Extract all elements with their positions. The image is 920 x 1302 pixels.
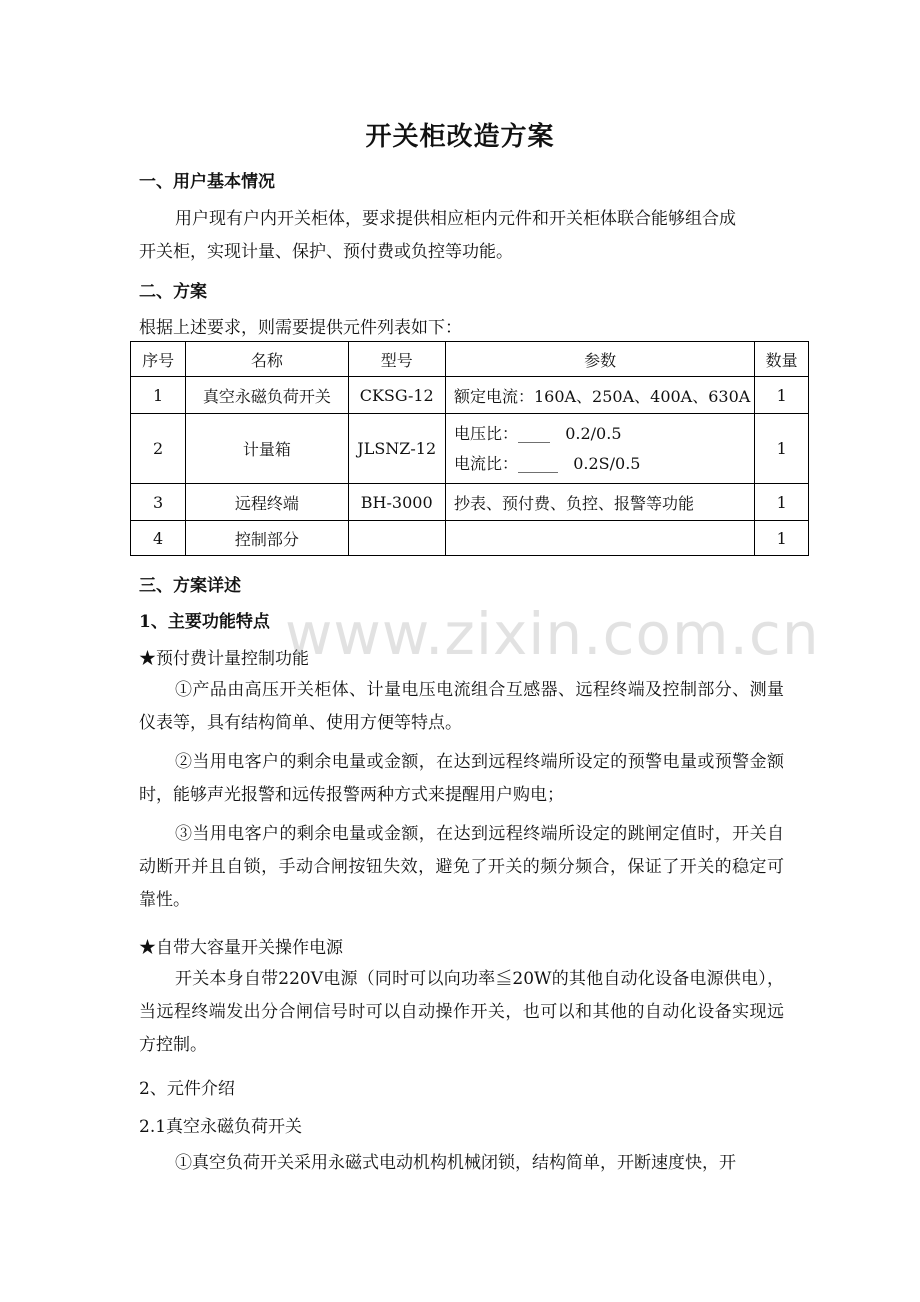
- feature1-paragraph-3: ③当用电客户的剩余电量或金额，在达到远程终端所设定的跳闸定值时，开关自动断开并且自锁，手动合闸按钮失效，避免了开关的频分频合，保证了开关的稳定可靠性。: [139, 824, 784, 910]
- parts-table: [130, 341, 809, 556]
- subsection-vacuum-switch: 2.1真空永磁负荷开关: [139, 1117, 303, 1137]
- row-model: CKSG-12: [348, 377, 445, 414]
- feature2-paragraph: 开关本身自带220V电源（同时可以向功率≦20W的其他自动化设备电源供电），当远程终端发出分合闸信号时可以自动操作开关，也可以和其他的自动化设备实现远方控制。: [139, 969, 784, 1055]
- section2-intro: 根据上述要求，则需要提供元件列表如下：: [139, 318, 462, 338]
- table-header-row: [131, 342, 809, 377]
- table-row: [131, 377, 809, 414]
- row-param: [445, 414, 754, 484]
- table-header-cell: 型号: [348, 342, 445, 377]
- section1-para-line1: 用户现有户内开关柜体，要求提供相应柜内元件和开关柜体联合能够组合成: [175, 209, 736, 229]
- row-param: 抄表、预付费、负控、报警等功能: [445, 484, 754, 521]
- feature-power-heading: ★自带大容量开关操作电源: [139, 938, 343, 958]
- row-name: 控制部分: [186, 521, 348, 556]
- watermark: www.zixin.com.cn: [285, 600, 820, 668]
- row-quantity: 1: [755, 414, 809, 484]
- row-quantity: 1: [755, 521, 809, 556]
- subsection-components: 2、元件介绍: [139, 1079, 235, 1099]
- subsection-main-features: 1、主要功能特点: [139, 612, 270, 632]
- section2-heading: 二、方案: [139, 282, 207, 302]
- row-name: 计量箱: [186, 414, 348, 484]
- document-title: 开关柜改造方案: [365, 122, 555, 152]
- row-param: 额定电流：160A、250A、400A、630A: [445, 377, 754, 414]
- table-header-cell: 数量: [755, 342, 809, 377]
- row-model: BH-3000: [348, 484, 445, 521]
- section1-para-line2: 开关柜，实现计量、保护、预付费或负控等功能。: [139, 242, 513, 262]
- feature1-paragraph-2: ②当用电客户的剩余电量或金额，在达到远程终端所设定的预警电量或预警金额时，能够声光报警和远传报警两种方式来提醒用户购电；: [139, 752, 784, 805]
- row-param-line1: 电压比：____ 0.2/0.5: [453, 423, 622, 443]
- feature1-paragraph-1: ①产品由高压开关柜体、计量电压电流组合互感器、远程终端及控制部分、测量仪表等，具有结构简单、使用方便等特点。: [139, 680, 784, 733]
- section1-heading: 一、用户基本情况: [139, 172, 275, 192]
- row-name: 真空永磁负荷开关: [186, 377, 348, 414]
- table-header-cell: 序号: [131, 342, 186, 377]
- row-number: 1: [131, 377, 186, 414]
- table-row: [131, 484, 809, 521]
- row-quantity: 1: [755, 377, 809, 414]
- row-number: 3: [131, 484, 186, 521]
- row-number: 4: [131, 521, 186, 556]
- row-param: [445, 521, 754, 556]
- row-model: JLSNZ-12: [348, 414, 445, 484]
- row-quantity: 1: [755, 484, 809, 521]
- row-model: [348, 521, 445, 556]
- table-row: [131, 521, 809, 556]
- row-number: 2: [131, 414, 186, 484]
- row-param-line2: 电流比：_____ 0.2S/0.5: [453, 453, 641, 473]
- table-header-cell: 参数: [445, 342, 754, 377]
- section3-heading: 三、方案详述: [139, 576, 241, 596]
- table-header-cell: 名称: [186, 342, 348, 377]
- vacuum-switch-paragraph: ①真空负荷开关采用永磁式电动机构机械闭锁，结构简单，开断速度快，开: [175, 1153, 736, 1173]
- row-name: 远程终端: [186, 484, 348, 521]
- feature-prepaid-heading: ★预付费计量控制功能: [139, 649, 309, 669]
- table-row: [131, 414, 809, 484]
